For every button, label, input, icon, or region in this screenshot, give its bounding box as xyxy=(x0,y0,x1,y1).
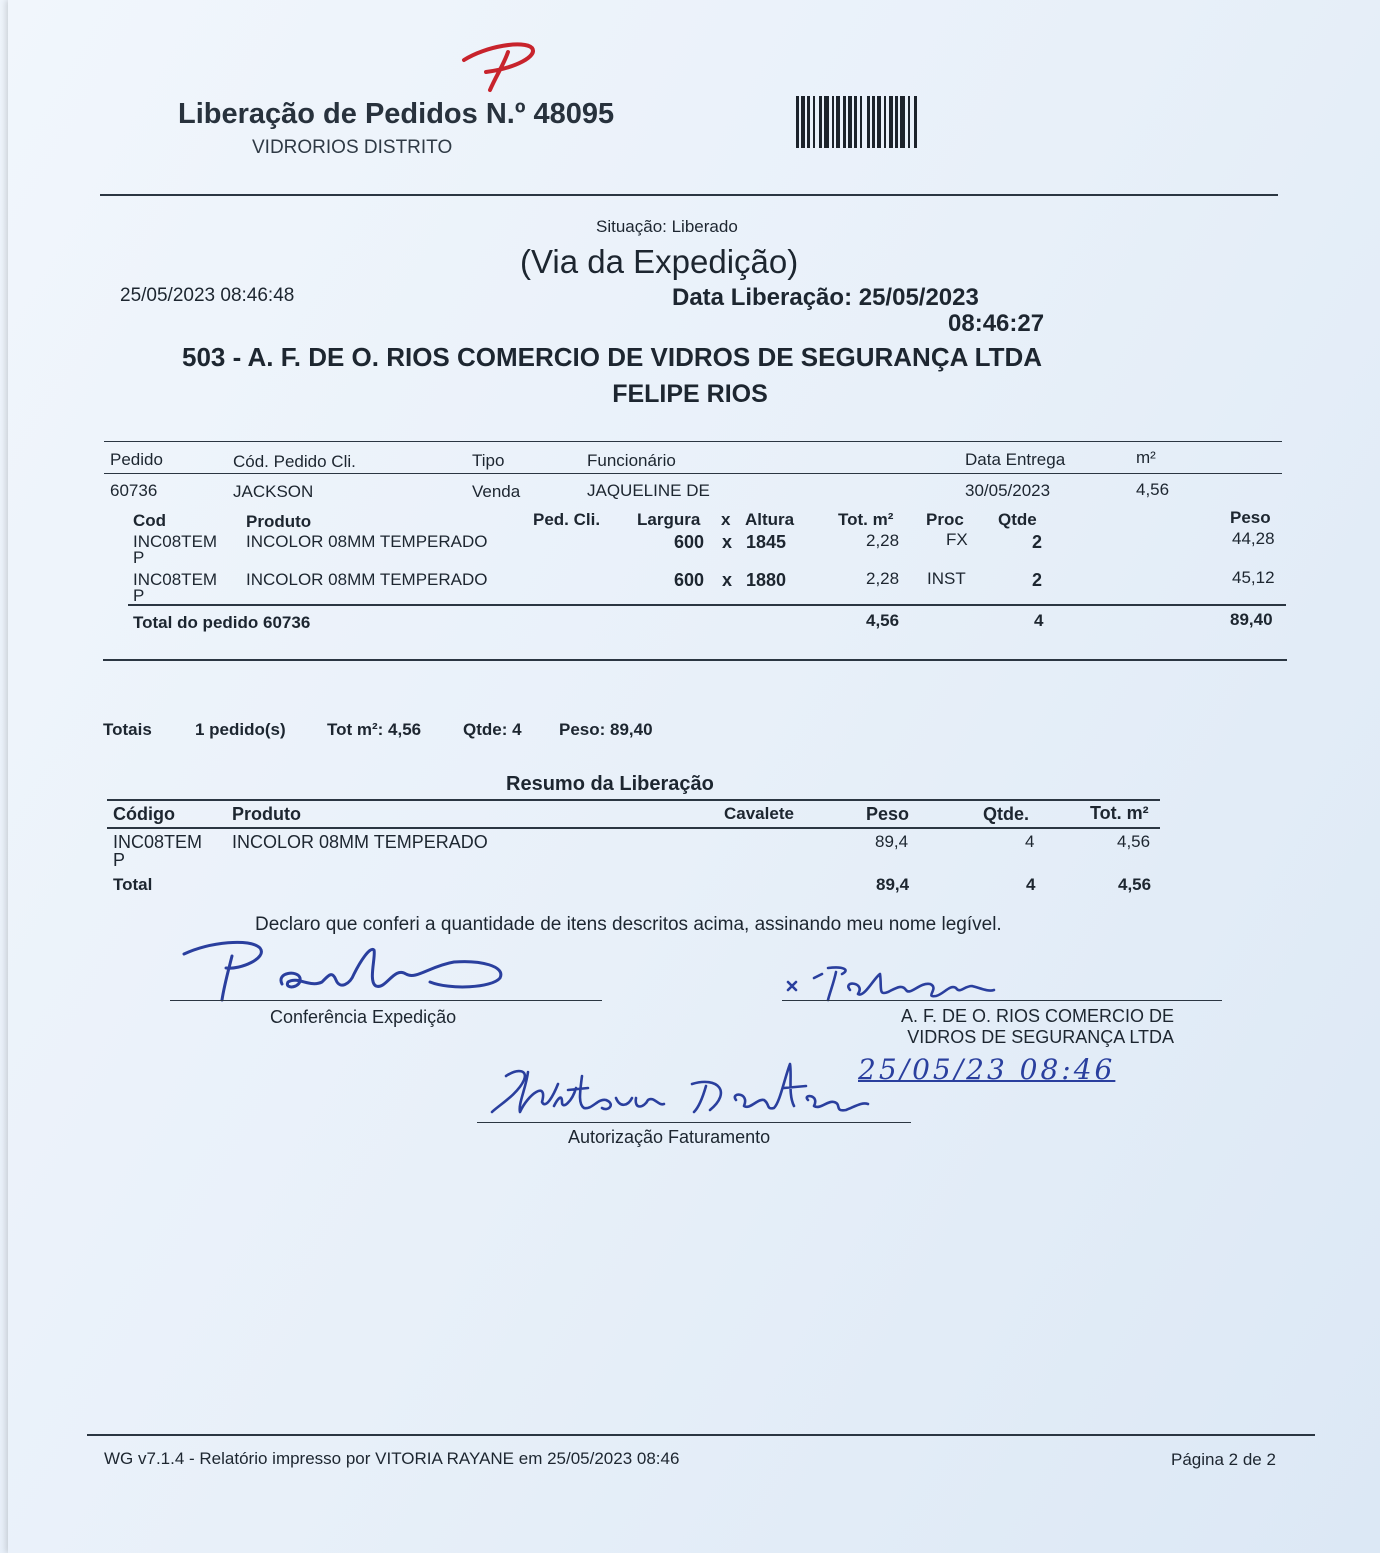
value-funcionario: JAQUELINE DE xyxy=(587,481,710,500)
resumo-total-peso: 89,4 xyxy=(876,875,910,894)
client-company: 503 - A. F. DE O. RIOS COMERCIO DE VIDROS DE SEGURANÇA LTDA xyxy=(182,342,1043,372)
resumo-title: Resumo da Liberação xyxy=(506,773,714,795)
item-col-peso: Peso xyxy=(1230,508,1271,527)
item-1-qtde: 2 xyxy=(1032,532,1043,552)
status-text: Situação: Liberado xyxy=(596,217,738,236)
item-2-tot-m2: 2,28 xyxy=(866,569,900,588)
order-total-peso: 89,40 xyxy=(1230,610,1273,629)
item-2-cod: INC08TEM xyxy=(133,570,218,589)
item-1-x: x xyxy=(722,532,733,552)
item-2-largura: 600 xyxy=(674,570,705,590)
resumo-row-peso: 89,4 xyxy=(875,832,909,851)
order-bottom-rule xyxy=(103,659,1287,661)
resumo-row-codigo: INC08TEM xyxy=(113,832,203,852)
totals-peso: Peso: 89,40 xyxy=(559,720,653,739)
item-2-peso: 45,12 xyxy=(1232,568,1275,587)
item-1-tot-m2: 2,28 xyxy=(866,531,900,550)
resumo-total-qtde: 4 xyxy=(1026,875,1036,894)
item-col-qtde: Qtde xyxy=(998,510,1037,529)
handwritten-date xyxy=(858,1053,1115,1086)
item-1-peso: 44,28 xyxy=(1232,529,1275,548)
item-1-altura: 1845 xyxy=(746,532,787,552)
resumo-col-tot-m2: Tot. m² xyxy=(1090,803,1149,823)
order-total-qtde: 4 xyxy=(1034,611,1044,630)
resumo-col-produto: Produto xyxy=(232,804,301,824)
totals-label: Totais xyxy=(103,720,152,739)
resumo-header-rule xyxy=(107,827,1160,829)
item-1-produto: INCOLOR 08MM TEMPERADO xyxy=(246,532,488,551)
handwritten-date-text: 25/05/23 08:46 xyxy=(858,1053,1116,1086)
item-col-altura: Altura xyxy=(745,510,795,529)
item-2-cod-cont: P xyxy=(133,586,145,605)
totals-pedidos: 1 pedido(s) xyxy=(195,720,286,739)
value-m2: 4,56 xyxy=(1136,480,1170,499)
resumo-row-produto: INCOLOR 08MM TEMPERADO xyxy=(232,832,488,852)
label-company-line1: A. F. DE O. RIOS COMERCIO DE xyxy=(900,1006,1174,1026)
release-date: Data Liberação: 25/05/2023 xyxy=(672,284,979,311)
value-pedido: 60736 xyxy=(110,481,158,500)
col-m2: m² xyxy=(1136,448,1156,467)
label-company-line2: VIDROS DE SEGURANÇA LTDA xyxy=(907,1027,1174,1047)
label-autorizacao: Autorização Faturamento xyxy=(568,1127,771,1147)
resumo-total-label: Total xyxy=(113,875,153,894)
resumo-row-tot-m2: 4,56 xyxy=(1117,832,1151,851)
resumo-row-codigo-cont: P xyxy=(113,850,126,870)
value-data-entrega: 30/05/2023 xyxy=(965,481,1051,500)
client-contact-name: FELIPE RIOS xyxy=(612,380,768,408)
order-top-rule xyxy=(104,441,1282,442)
item-2-produto: INCOLOR 08MM TEMPERADO xyxy=(246,570,488,589)
signature-line-autorizacao xyxy=(477,1122,911,1123)
document-title: Liberação de Pedidos N.º 48095 xyxy=(178,98,615,130)
resumo-top-rule xyxy=(107,799,1160,801)
item-1-cod: INC08TEM xyxy=(133,532,218,551)
signature-company xyxy=(784,964,1004,1008)
col-funcionario: Funcionário xyxy=(587,451,676,470)
item-2-altura: 1880 xyxy=(746,570,787,590)
col-data-entrega: Data Entrega xyxy=(965,450,1066,469)
item-1-proc: FX xyxy=(946,530,968,549)
item-col-cod: Cod xyxy=(133,511,167,530)
col-tipo: Tipo xyxy=(472,451,505,470)
totals-m2: Tot m²: 4,56 xyxy=(327,720,422,739)
barcode xyxy=(796,96,1004,148)
signature-autorizacao xyxy=(488,1054,878,1124)
header-divider xyxy=(100,194,1278,196)
col-pedido: Pedido xyxy=(110,450,163,469)
value-cod-pedido-cli: JACKSON xyxy=(233,482,314,501)
copy-type: (Via da Expedição) xyxy=(520,243,799,280)
col-cod-pedido-cli: Cód. Pedido Cli. xyxy=(233,452,356,471)
footer-rule xyxy=(87,1434,1315,1436)
item-2-proc: INST xyxy=(927,569,966,588)
item-col-largura: Largura xyxy=(637,510,701,529)
order-total-m2: 4,56 xyxy=(866,611,900,630)
label-conferencia: Conferência Expedição xyxy=(270,1007,457,1027)
order-header-rule xyxy=(104,473,1282,474)
item-col-produto: Produto xyxy=(246,512,312,531)
resumo-col-cavalete: Cavalete xyxy=(724,804,794,823)
order-total-label: Total do pedido 60736 xyxy=(133,613,311,632)
signature-line-conferencia xyxy=(170,1000,602,1001)
release-time: 08:46:27 xyxy=(948,310,1045,337)
footer-printed-by: WG v7.1.4 - Relatório impresso por VITORIA RAYANE em 25/05/2023 08:46 xyxy=(104,1449,680,1468)
signature-line-company xyxy=(782,1000,1222,1001)
item-2-qtde: 2 xyxy=(1032,570,1043,590)
value-tipo: Venda xyxy=(472,482,521,501)
order-total-rule xyxy=(128,604,1286,606)
resumo-row-qtde: 4 xyxy=(1025,832,1035,851)
signature-conferencia xyxy=(180,936,520,1006)
item-col-proc: Proc xyxy=(926,510,964,529)
declaration-text: Declaro que conferi a quantidade de itens descritos acima, assinando meu nome legível. xyxy=(255,914,1002,935)
red-pen-mark xyxy=(446,38,546,98)
item-2-x: x xyxy=(722,570,733,590)
resumo-col-peso: Peso xyxy=(866,804,910,824)
item-1-cod-cont: P xyxy=(133,548,145,567)
barcode-bar xyxy=(917,96,919,148)
footer-page-number: Página 2 de 2 xyxy=(1171,1450,1276,1469)
document-subtitle: VIDRORIOS DISTRITO xyxy=(252,137,453,158)
item-col-tot-m2: Tot. m² xyxy=(838,510,894,529)
resumo-col-qtde: Qtde. xyxy=(983,804,1030,824)
totals-qtde: Qtde: 4 xyxy=(463,720,522,739)
item-col-ped-cli: Ped. Cli. xyxy=(533,510,601,529)
resumo-col-codigo: Código xyxy=(113,804,175,824)
print-timestamp: 25/05/2023 08:46:48 xyxy=(120,285,295,306)
resumo-total-tot-m2: 4,56 xyxy=(1118,875,1152,894)
client-contact xyxy=(0,380,1380,409)
item-col-x: x xyxy=(721,510,731,529)
item-1-largura: 600 xyxy=(674,532,705,552)
